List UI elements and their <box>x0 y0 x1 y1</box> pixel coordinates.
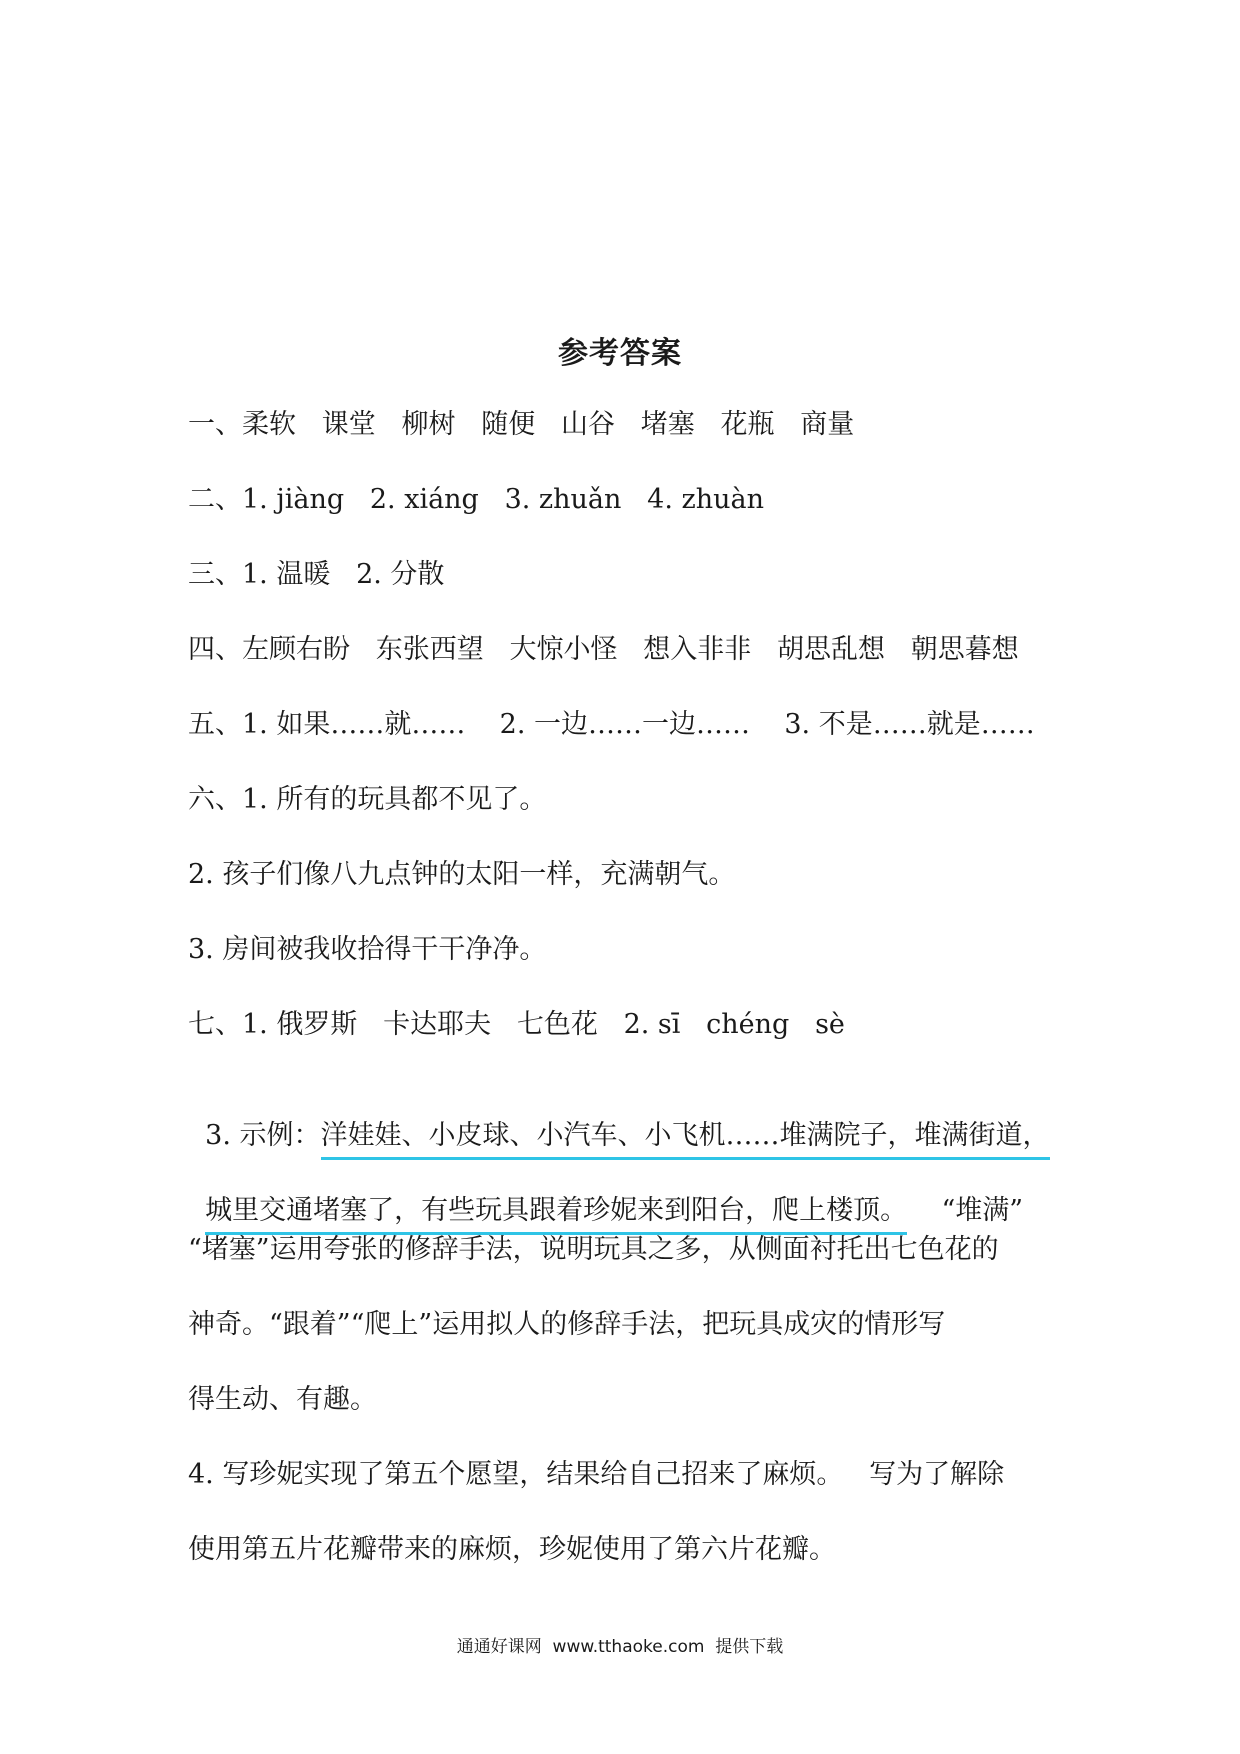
answer-section-7-item-3-line-3: “堵塞”运用夸张的修辞手法，说明玩具之多，从侧面衬托出七色花的 <box>188 1234 999 1265</box>
page-footer: 通通好课网 www.tthaoke.com 提供下载 <box>456 1637 784 1657</box>
answer-section-2: 二、1. jiàng 2. xiáng 3. zhuǎn 4. zhuàn <box>188 484 765 515</box>
answer-section-7-item-3-line-5: 得生动、有趣。 <box>188 1384 377 1415</box>
answer-section-4: 四、左顾右盼 东张西望 大惊小怪 想入非非 胡思乱想 朝思暮想 <box>188 634 1019 665</box>
answer-section-3: 三、1. 温暖 2. 分散 <box>188 559 445 590</box>
answer-section-7-item-4-line-2: 使用第五片花瓣带来的麻烦，珍妮使用了第六片花瓣。 <box>188 1534 836 1565</box>
underlined-example-text-2: 城里交通堵塞了，有些玩具跟着珍妮来到阳台，爬上楼顶。 <box>205 1195 907 1235</box>
underlined-example-text-1: 洋娃娃、小皮球、小汽车、小飞机……堆满院子，堆满街道， <box>321 1120 1050 1160</box>
answer-section-7-item-3-line-4: 神奇。“跟着”“爬上”运用拟人的修辞手法，把玩具成灾的情形写 <box>188 1309 946 1340</box>
answer-section-6-item-2: 2. 孩子们像八九点钟的太阳一样，充满朝气。 <box>188 859 736 890</box>
answer-section-7-item-4-line-1: 4. 写珍妮实现了第五个愿望，结果给自己招来了麻烦。 写为了解除 <box>188 1459 1005 1490</box>
answer-section-7-item-1-2: 七、1. 俄罗斯 卡达耶夫 七色花 2. sī chéng sè <box>188 1009 845 1040</box>
answer-section-6-item-1: 六、1. 所有的玩具都不见了。 <box>188 784 547 815</box>
example-label: 3. 示例： <box>205 1120 321 1151</box>
page-title: 参考答案 <box>558 336 682 371</box>
analysis-start: “堆满” <box>907 1195 1024 1226</box>
answer-section-5: 五、1. 如果……就…… 2. 一边……一边…… 3. 不是……就是…… <box>188 709 1035 740</box>
answer-section-7-item-3-line-2 <box>188 1157 1023 1229</box>
answer-section-7-item-3-line-1 <box>188 1082 1050 1154</box>
answer-section-1: 一、柔软 课堂 柳树 随便 山谷 堵塞 花瓶 商量 <box>188 409 855 440</box>
answer-section-6-item-3: 3. 房间被我收拾得干干净净。 <box>188 934 547 965</box>
